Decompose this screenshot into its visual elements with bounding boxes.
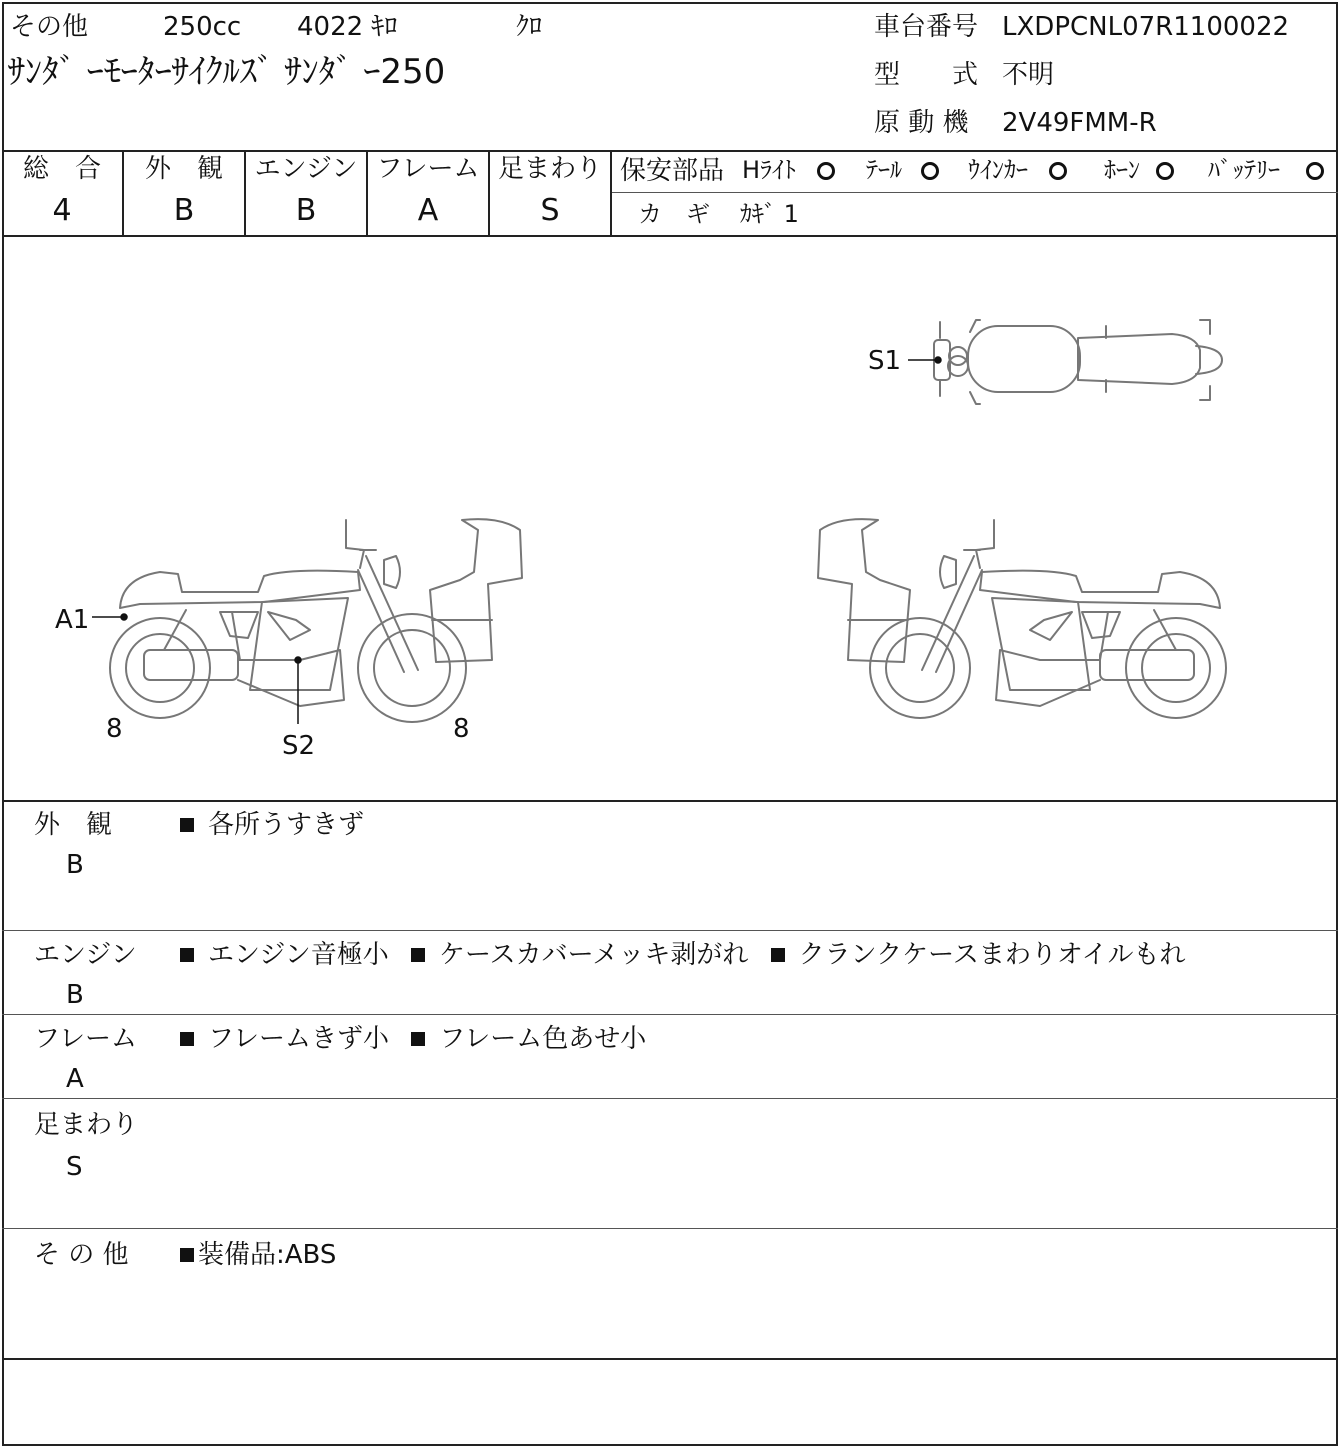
- divider: [2, 800, 1338, 802]
- note-other-items: 装備品:ABS: [180, 1242, 350, 1268]
- note-exterior-label: 外 観: [34, 810, 113, 840]
- note-exterior-items: 各所うすきず: [180, 812, 378, 838]
- safety-label: 保安部品: [620, 156, 725, 186]
- bullet-icon: [180, 948, 194, 962]
- safety-item-battery: ﾊﾞｯﾃﾘｰ: [1208, 156, 1280, 184]
- top-view-outline: [934, 320, 1222, 404]
- grade-suspension-value: S: [540, 193, 560, 228]
- grade-frame-label: フレーム: [376, 154, 480, 184]
- divider: [2, 1098, 1338, 1099]
- note-suspension-grade: S: [66, 1152, 83, 1182]
- note-frame-grade: A: [66, 1064, 84, 1094]
- color: ｸﾛ: [516, 12, 543, 42]
- safety-item-headlight: Hﾗｲﾄ: [742, 156, 797, 184]
- key-label: カ ギ: [638, 200, 710, 228]
- divider: [2, 1358, 1338, 1360]
- grade-engine-label: エンジン: [254, 154, 358, 184]
- safety-item-horn: ﾎｰﾝ: [1104, 156, 1140, 184]
- note-other-label: そ の 他: [34, 1240, 129, 1270]
- right-side-view-outline: [818, 519, 1226, 718]
- note-exterior-grade: B: [66, 850, 84, 880]
- grade-exterior-value: B: [173, 193, 195, 228]
- grade-overall-value: 4: [52, 193, 72, 228]
- left-side-view-outline: [110, 519, 522, 722]
- category: その他: [10, 12, 89, 42]
- engine-model-value: 2V49FMM-R: [1002, 108, 1157, 138]
- grade-exterior-label: 外 観: [144, 154, 223, 184]
- damage-mark-s1: S1: [868, 346, 902, 376]
- grade-engine-value: B: [295, 193, 317, 228]
- grade-overall-label: 総 合: [22, 154, 101, 184]
- frame-no-label: 車台番号: [874, 12, 979, 42]
- divider: [2, 930, 1338, 931]
- safety-item-tail: ﾃｰﾙ: [866, 156, 902, 184]
- bullet-icon: [180, 1032, 194, 1046]
- grade-frame-value: A: [417, 193, 439, 228]
- frame-no: LXDPCNL07R1100022: [1002, 12, 1290, 42]
- note-suspension-label: 足まわり: [34, 1110, 139, 1140]
- damage-mark-a1: A1: [55, 605, 90, 635]
- bullet-icon: [180, 818, 194, 832]
- front-tire-mark: 8: [106, 714, 123, 744]
- grade-suspension-label: 足まわり: [497, 154, 602, 184]
- rear-tire-mark: 8: [453, 714, 470, 744]
- note-frame-label: フレーム: [34, 1024, 137, 1054]
- key-value: ｶｷﾞ 1: [740, 200, 799, 228]
- note-engine-label: エンジン: [34, 940, 137, 970]
- bullet-icon: [771, 948, 785, 962]
- divider: [2, 1014, 1338, 1015]
- engine-model-label: 原 動 機: [874, 108, 969, 138]
- bullet-icon: [180, 1248, 194, 1262]
- type-label: 型 式: [874, 60, 979, 90]
- mileage: 4022 ｷﾛ: [297, 12, 398, 42]
- note-engine-grade: B: [66, 980, 84, 1010]
- model-name: ｻﾝﾀﾞ ｰﾓｰﾀｰｻｲｸﾙｽﾞ ｻﾝﾀﾞ ｰ250: [8, 52, 446, 92]
- divider: [2, 1228, 1338, 1229]
- note-frame-items: フレームきず小 フレーム色あせ小: [180, 1026, 660, 1052]
- bullet-icon: [411, 1032, 425, 1046]
- type-value: 不明: [1002, 60, 1055, 90]
- note-engine-items: エンジン音極小 ケースカバーメッキ剥がれ クランクケースまわりオイルもれ: [180, 942, 1200, 968]
- damage-mark-s2: S2: [282, 731, 316, 761]
- safety-item-winker: ｳｲﾝｶｰ: [968, 156, 1028, 184]
- bullet-icon: [411, 948, 425, 962]
- displacement: 250cc: [163, 12, 242, 42]
